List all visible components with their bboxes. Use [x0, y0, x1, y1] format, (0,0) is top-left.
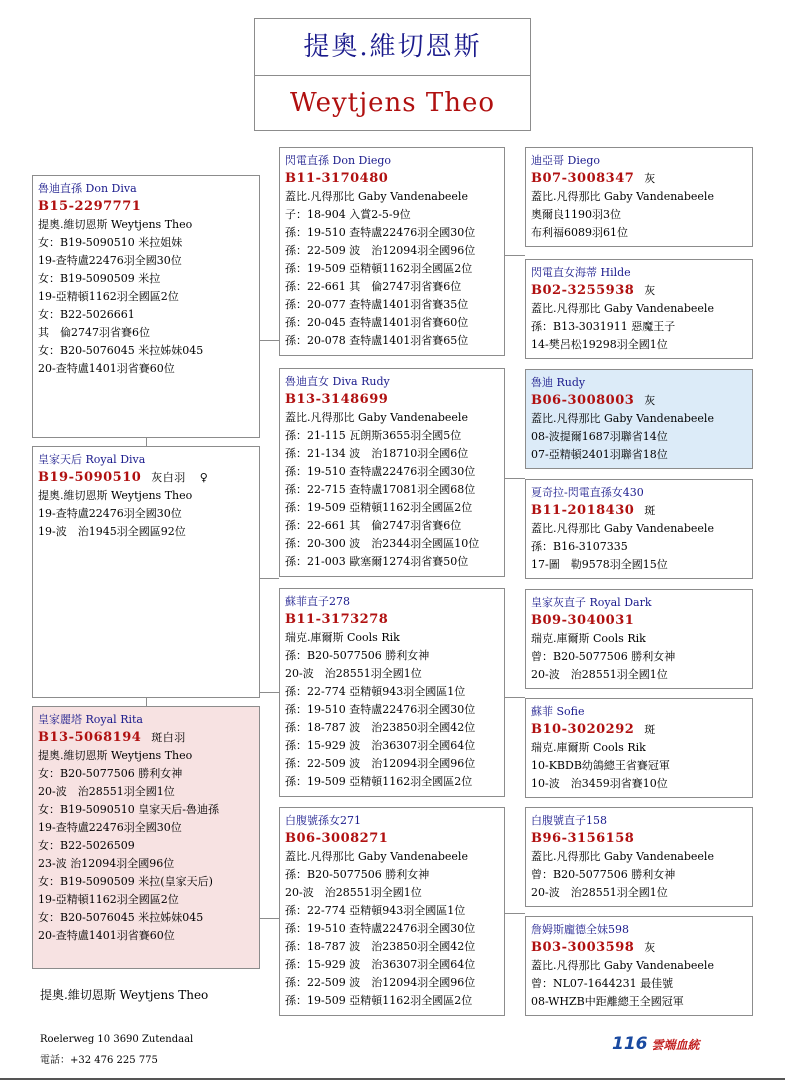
info-line: 孫：B16-3107335: [531, 540, 628, 553]
info-line: 孫：19-510 查特盧22476羽全國30位: [285, 465, 476, 478]
info-line: 孫：19-509 亞精頓1162羽全國區2位: [285, 501, 473, 514]
bird-name: 白腹號直子158: [531, 814, 607, 827]
connector-line: [146, 437, 147, 446]
info-line: 孫：B20-5077506 勝利女神: [285, 868, 430, 881]
pedigree-box-grand-dam-maternal: [279, 807, 505, 1016]
connector-line: [259, 918, 279, 919]
site-logo: [612, 1033, 700, 1055]
info-line: 20-波 治28551羽全國1位: [285, 667, 422, 680]
bird-name: 皇家麗塔 Royal Rita: [38, 713, 143, 726]
info-line: 孫：22-774 亞精頓943羽全國區1位: [285, 904, 466, 917]
bird-name: 閃電直孫 Don Diego: [285, 154, 392, 167]
pedigree-box-great-grand-parent: [525, 259, 753, 359]
ring-number: [531, 392, 747, 410]
info-line: 孫：22-774 亞精頓943羽全國區1位: [285, 685, 466, 698]
info-line: 曾：B20-5077506 勝利女神: [531, 650, 676, 663]
ring-number: [531, 502, 747, 520]
plumage-color: 斑: [644, 504, 656, 517]
ring-number: [285, 830, 499, 848]
info-line: 孫：19-509 亞精頓1162羽全國區2位: [285, 775, 473, 788]
info-line: 孫：19-509 亞精頓1162羽全國區2位: [285, 994, 473, 1007]
plumage-color: 灰白羽: [151, 471, 186, 484]
info-line: 曾：NL07-1644231 最佳號: [531, 977, 674, 990]
info-line: 孫：21-134 波 治18710羽全國6位: [285, 447, 469, 460]
info-line: 19-查特盧22476羽全國30位: [38, 507, 182, 520]
ring-number: [531, 282, 747, 300]
info-line: 20-波 治28551羽全國1位: [285, 886, 422, 899]
info-line: 瑞克.庫爾斯 Cools Rik: [531, 632, 646, 645]
ring-number-text: B13-3148699: [285, 392, 389, 407]
pedigree-box-sire: [32, 175, 260, 438]
connector-line: [504, 913, 525, 914]
info-line: 提奧.維切恩斯 Weytjens Theo: [38, 489, 193, 502]
logo-number: 116: [612, 1034, 648, 1054]
sex-symbol: ♀: [199, 471, 209, 484]
owner-name: 提奧.維切恩斯 Weytjens Theo: [40, 988, 209, 1002]
info-line: 其 倫2747羽省賽6位: [38, 326, 150, 339]
ring-number: [285, 611, 499, 629]
info-line: 蓋比.凡得那比 Gaby Vandenabeele: [285, 190, 468, 203]
logo-text: 雲端血統: [651, 1038, 700, 1052]
ring-number: [531, 939, 747, 957]
ring-number-text: B19-5090510: [38, 470, 142, 485]
connector-line: [146, 697, 147, 706]
pedigree-box-great-grand-parent: [525, 698, 753, 798]
ring-number: [38, 469, 254, 487]
info-line: 女：B19-5090509 米拉(皇家天后): [38, 875, 213, 888]
ring-number: [531, 830, 747, 848]
bird-name: 詹姆斯龐德全妹598: [531, 923, 629, 936]
pedigree-box-grand-sire-paternal: [279, 147, 505, 356]
info-line: 孫：20-077 查特盧1401羽省賽35位: [285, 298, 469, 311]
connector-line: [504, 255, 525, 256]
bird-name: 閃電直女海蒂 Hilde: [531, 266, 631, 279]
pedigree-box-great-grand-parent: [525, 147, 753, 247]
info-line: 孫：15-929 波 治36307羽全國64位: [285, 958, 476, 971]
ring-number-text: B11-3173278: [285, 612, 389, 627]
connector-line: [259, 340, 279, 341]
info-line: 08-WHZB中距離總王全國冠軍: [531, 995, 684, 1008]
owner-phone: 電話：+32 476 225 775: [40, 1055, 158, 1066]
ring-number: [38, 729, 254, 747]
connector-line: [504, 697, 525, 698]
bird-name: 蘇菲 Sofie: [531, 705, 585, 718]
info-line: 蓋比.凡得那比 Gaby Vandenabeele: [285, 850, 468, 863]
pedigree-box-great-grand-parent: [525, 807, 753, 907]
plumage-color: 灰: [644, 172, 656, 185]
info-line: 孫：20-045 查特盧1401羽省賽60位: [285, 316, 469, 329]
ring-number-text: B03-3003598: [531, 940, 635, 955]
info-line: 曾：B20-5077506 勝利女神: [531, 868, 676, 881]
ring-number-text: B15-2297771: [38, 199, 142, 214]
info-line: 女：B20-5077506 勝利女神: [38, 767, 183, 780]
pedigree-box-dam: [32, 706, 260, 969]
bird-name: 皇家灰直子 Royal Dark: [531, 596, 652, 609]
info-line: 20-查特盧1401羽省賽60位: [38, 362, 175, 375]
info-line: 蓋比.凡得那比 Gaby Vandenabeele: [531, 412, 714, 425]
info-line: 女：B19-5090509 米拉: [38, 272, 161, 285]
info-line: 孫：19-510 查特盧22476羽全國30位: [285, 226, 476, 239]
info-line: 提奧.維切恩斯 Weytjens Theo: [38, 218, 193, 231]
pedigree-box-great-grand-parent: [525, 369, 753, 469]
info-line: 孫：22-661 其 倫2747羽省賽6位: [285, 280, 462, 293]
ring-number: [531, 612, 747, 630]
info-line: 孫：21-115 瓦朗斯3655羽全國5位: [285, 429, 462, 442]
ring-number-text: B10-3020292: [531, 722, 635, 737]
info-line: 14-樊呂松19298羽全國1位: [531, 338, 668, 351]
info-line: 孫：15-929 波 治36307羽全國64位: [285, 739, 476, 752]
info-line: 蓋比.凡得那比 Gaby Vandenabeele: [531, 190, 714, 203]
info-line: 17-圖 勒9578羽全國15位: [531, 558, 668, 571]
owner-address: Roelerweg 10 3690 Zutendaal: [40, 1034, 194, 1045]
info-line: 孫：19-510 查特盧22476羽全國30位: [285, 922, 476, 935]
pedigree-box-grand-dam-paternal: [279, 368, 505, 577]
info-line: 女：B20-5076045 米拉姊妹045: [38, 344, 204, 357]
info-line: 女：B22-5026661: [38, 308, 135, 321]
info-line: 女：B19-5090510 皇家天后-魯迪孫: [38, 803, 219, 816]
info-line: 蓋比.凡得那比 Gaby Vandenabeele: [531, 959, 714, 972]
plumage-color: 斑: [644, 723, 656, 736]
info-line: 08-波提爾1687羽聯省14位: [531, 430, 668, 443]
ring-number-text: B09-3040031: [531, 613, 635, 628]
ring-number: [285, 391, 499, 409]
info-line: 孫：18-787 波 治23850羽全國42位: [285, 940, 476, 953]
ring-number: [531, 170, 747, 188]
info-line: 布利福6089羽61位: [531, 226, 628, 239]
pedigree-box-great-grand-parent: [525, 479, 753, 579]
info-line: 瑞克.庫爾斯 Cools Rik: [285, 631, 400, 644]
info-line: 提奧.維切恩斯 Weytjens Theo: [38, 749, 193, 762]
ring-number-text: B96-3156158: [531, 831, 635, 846]
info-line: 19-查特盧22476羽全國30位: [38, 254, 182, 267]
ring-number-text: B06-3008003: [531, 393, 635, 408]
connector-line: [259, 692, 279, 693]
plumage-color: 灰: [644, 394, 656, 407]
info-line: 23-波 治12094羽全國96位: [38, 857, 175, 870]
info-line: 奧爾良1190羽3位: [531, 208, 621, 221]
info-line: 瑞克.庫爾斯 Cools Rik: [531, 741, 646, 754]
info-line: 孫：21-003 歐塞爾1274羽省賽50位: [285, 555, 469, 568]
info-line: 孫：22-715 查特盧17081羽全國68位: [285, 483, 476, 496]
ring-number: [38, 198, 254, 216]
bird-name: 迪亞哥 Diego: [531, 154, 601, 167]
title-chinese: 提奧.維切恩斯: [303, 32, 482, 62]
bird-name: 魯迪直女 Diva Rudy: [285, 375, 390, 388]
info-line: 女：B20-5076045 米拉姊妹045: [38, 911, 204, 924]
title-english: Weytjens Theo: [289, 88, 496, 118]
info-line: 孫：19-509 亞精頓1162羽全國區2位: [285, 262, 473, 275]
info-line: 20-波 治28551羽全國1位: [531, 668, 668, 681]
bird-name: 皇家天后 Royal Diva: [38, 453, 146, 466]
info-line: 10-波 治3459羽省賽10位: [531, 777, 668, 790]
info-line: 20-波 治28551羽全國1位: [38, 785, 175, 798]
bottom-rule: [0, 1078, 785, 1080]
info-line: 蓋比.凡得那比 Gaby Vandenabeele: [285, 411, 468, 424]
info-line: 蓋比.凡得那比 Gaby Vandenabeele: [531, 302, 714, 315]
ring-number-text: B11-3170480: [285, 171, 389, 186]
info-line: 20-查特盧1401羽省賽60位: [38, 929, 175, 942]
ring-number-text: B13-5068194: [38, 730, 142, 745]
info-line: 07-亞精頓2401羽聯省18位: [531, 448, 668, 461]
info-line: 女：B19-5090510 米拉姐妹: [38, 236, 183, 249]
info-line: 19-波 治1945羽全國區92位: [38, 525, 186, 538]
pedigree-box-great-grand-parent: [525, 589, 753, 689]
info-line: 19-亞精頓1162羽全國區2位: [38, 290, 179, 303]
bird-name: 白腹號孫女271: [285, 814, 361, 827]
info-line: 20-波 治28551羽全國1位: [531, 886, 668, 899]
info-line: 10-KBDB幼鴿總王省賽冠軍: [531, 759, 670, 772]
info-line: 19-查特盧22476羽全國30位: [38, 821, 182, 834]
info-line: 孫：20-300 波 治2344羽全國區10位: [285, 537, 480, 550]
bird-name: 魯迪直孫 Don Diva: [38, 182, 137, 195]
plumage-color: 斑白羽: [151, 731, 186, 744]
plumage-color: 灰: [644, 284, 656, 297]
connector-line: [259, 578, 279, 579]
pedigree-box-great-grand-parent: [525, 916, 753, 1016]
info-line: 孫：18-787 波 治23850羽全國42位: [285, 721, 476, 734]
ring-number-text: B07-3008347: [531, 171, 635, 186]
bird-name: 魯迪 Rudy: [531, 376, 586, 389]
info-line: 孫：22-661 其 倫2747羽省賽6位: [285, 519, 462, 532]
info-line: 孫：22-509 波 治12094羽全國96位: [285, 757, 476, 770]
info-line: 孫：B20-5077506 勝利女神: [285, 649, 430, 662]
info-line: 孫：22-509 波 治12094羽全國96位: [285, 976, 476, 989]
bird-name: 蘇菲直子278: [285, 595, 350, 608]
info-line: 蓋比.凡得那比 Gaby Vandenabeele: [531, 522, 714, 535]
info-line: 子：18-904 入賞2-5-9位: [285, 208, 411, 221]
ring-number: [531, 721, 747, 739]
plumage-color: 灰: [644, 941, 656, 954]
info-line: 孫：B13-3031911 惡魔王子: [531, 320, 676, 333]
connector-line: [504, 478, 525, 479]
info-line: 孫：19-510 查特盧22476羽全國30位: [285, 703, 476, 716]
bird-name: 夏奇拉-閃電直孫女430: [531, 486, 644, 499]
pedigree-box-grand-sire-maternal: [279, 588, 505, 797]
ring-number: [285, 170, 499, 188]
ring-number-text: B02-3255938: [531, 283, 635, 298]
pedigree-box-subject: [32, 446, 260, 698]
info-line: 孫：22-509 波 治12094羽全國96位: [285, 244, 476, 257]
ring-number-text: B06-3008271: [285, 831, 389, 846]
ring-number-text: B11-2018430: [531, 503, 635, 518]
info-line: 蓋比.凡得那比 Gaby Vandenabeele: [531, 850, 714, 863]
info-line: 孫：20-078 查特盧1401羽省賽65位: [285, 334, 469, 347]
info-line: 女：B22-5026509: [38, 839, 135, 852]
info-line: 19-亞精頓1162羽全國區2位: [38, 893, 179, 906]
title-box: [254, 18, 531, 131]
